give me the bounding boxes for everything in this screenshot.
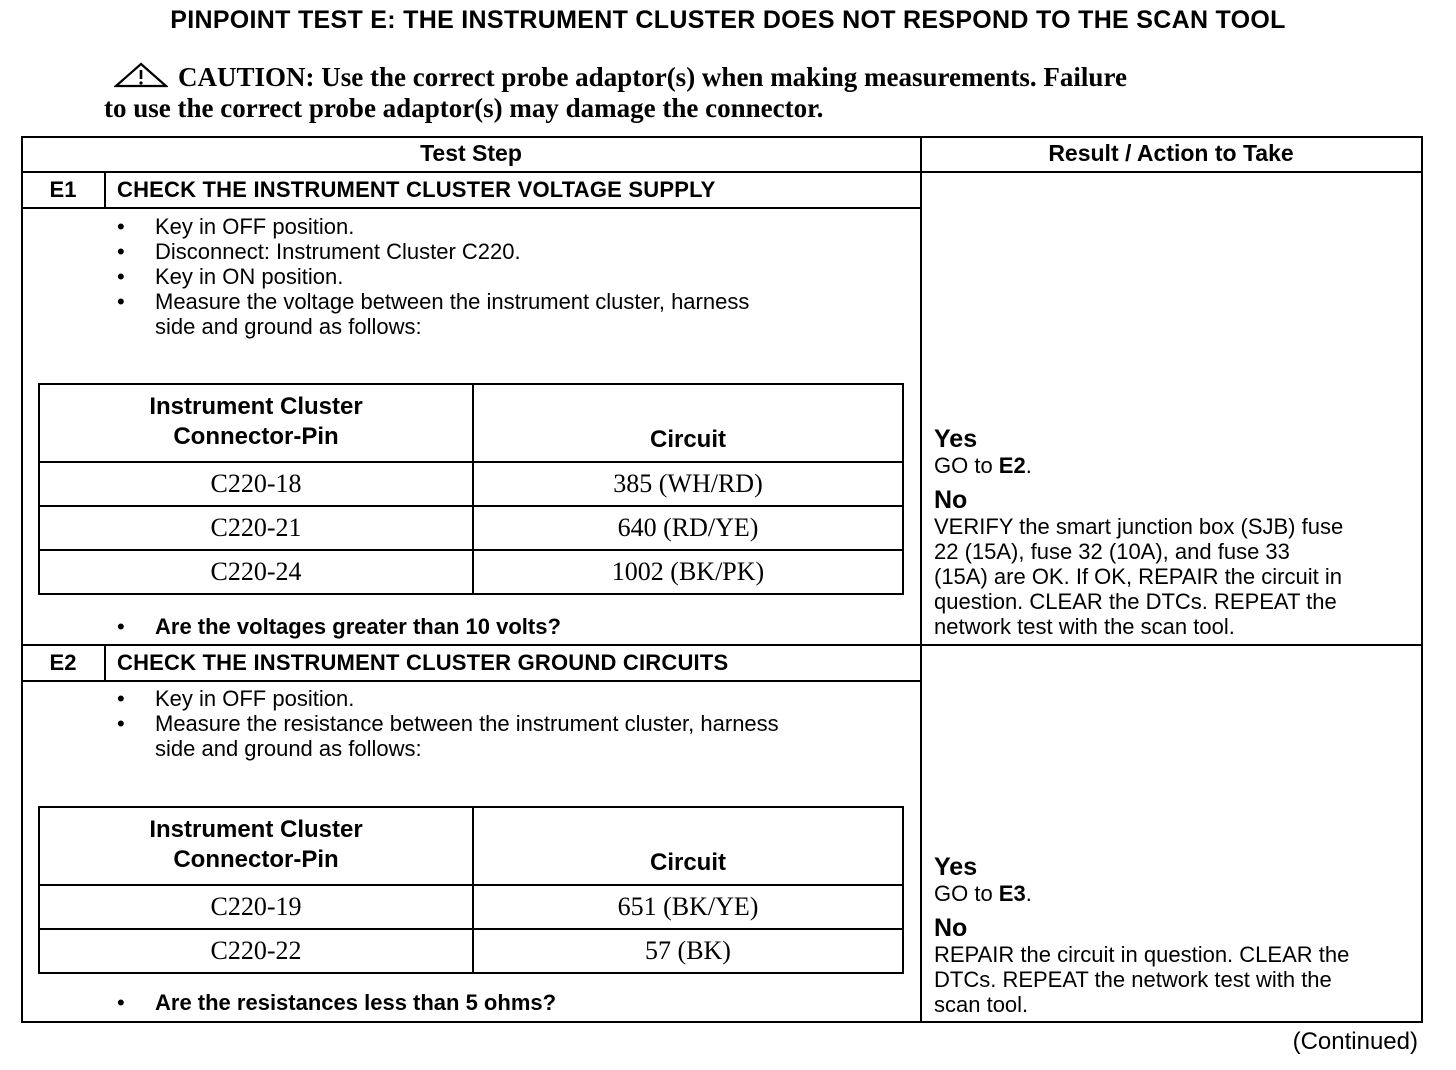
- step-e2-instructions: [117, 686, 907, 761]
- caution-line-2: to use the correct probe adaptor(s) may damage the connector.: [104, 93, 824, 123]
- no-action: VERIFY the smart junction box (SJB) fuse 22 (15A), fuse 32 (10A), and fuse 33 (15A) are OK. If OK, REPAIR the circuit in question. CLEAR the DTCs. REPEAT the network test with the scan tool.: [934, 514, 1344, 639]
- list-item: • Key in OFF position.: [117, 214, 355, 239]
- table-row: C220-22 57 (BK): [39, 929, 903, 973]
- step-e2-id: E2: [49, 650, 77, 675]
- step-divider: [21, 644, 1423, 646]
- list-item: • Key in OFF position.: [117, 686, 355, 711]
- step-e1-pin-table: [38, 383, 904, 595]
- list-item: • Disconnect: Instrument Cluster C220.: [117, 239, 521, 264]
- circuit-header: Circuit: [473, 384, 903, 462]
- warning-triangle-icon: [114, 62, 168, 88]
- no-action: REPAIR the circuit in question. CLEAR the DTCs. REPEAT the network test with the scan tool.: [934, 942, 1350, 1017]
- step-e2-title-divider: [21, 680, 921, 682]
- yes-label: Yes: [934, 425, 978, 453]
- yes-action: GO to E3.: [934, 881, 1032, 906]
- caution-label: CAUTION:: [178, 62, 315, 92]
- no-label: No: [934, 914, 968, 942]
- list-item: • Key in ON position.: [117, 264, 344, 289]
- no-label: No: [934, 486, 968, 514]
- table-row: C220-19 651 (BK/YE): [39, 885, 903, 929]
- header-result: Result / Action to Take: [1048, 140, 1294, 166]
- header-test-step: Test Step: [420, 140, 522, 166]
- list-item: • Measure the resistance between the instrument cluster, harness: [117, 711, 779, 736]
- step-e2-pin-table: [38, 806, 904, 974]
- step-e1-id-divider: [104, 171, 106, 208]
- step-e1-instructions: [117, 214, 907, 339]
- list-item: side and ground as follows:: [155, 314, 422, 339]
- header-divider: [21, 171, 1423, 173]
- caution-line-1: Use the correct probe adaptor(s) when making measurements. Failure: [321, 62, 1127, 92]
- circuit-header: Circuit: [473, 807, 903, 885]
- table-row: C220-18 385 (WH/RD): [39, 462, 903, 506]
- pin-header: Instrument Cluster Connector-Pin: [39, 384, 473, 462]
- list-item: • Measure the voltage between the instrument cluster, harness: [117, 289, 750, 314]
- step-e1-id: E1: [49, 177, 77, 202]
- step-e2-question: • Are the resistances less than 5 ohms?: [117, 990, 557, 1015]
- yes-label: Yes: [934, 853, 978, 881]
- step-e1-title: CHECK THE INSTRUMENT CLUSTER VOLTAGE SUPPLY: [117, 177, 716, 202]
- list-item: side and ground as follows:: [155, 736, 422, 761]
- table-row: C220-24 1002 (BK/PK): [39, 550, 903, 594]
- continued-label: (Continued): [1292, 1028, 1418, 1055]
- yes-action: GO to E2.: [934, 453, 1032, 478]
- step-e1-result: [934, 425, 1420, 639]
- page-title: PINPOINT TEST E: THE INSTRUMENT CLUSTER DOES NOT RESPOND TO THE SCAN TOOL: [170, 6, 1286, 34]
- caution-note: [104, 62, 1304, 124]
- step-e1-question: • Are the voltages greater than 10 volts?: [117, 614, 561, 639]
- step-e2-result: [934, 853, 1420, 1017]
- step-e2-id-divider: [104, 644, 106, 681]
- column-divider: [920, 136, 922, 1023]
- pin-header: Instrument Cluster Connector-Pin: [39, 807, 473, 885]
- step-e2-title: CHECK THE INSTRUMENT CLUSTER GROUND CIRCUITS: [117, 650, 729, 675]
- table-row: C220-21 640 (RD/YE): [39, 506, 903, 550]
- step-e1-title-divider: [21, 207, 921, 209]
